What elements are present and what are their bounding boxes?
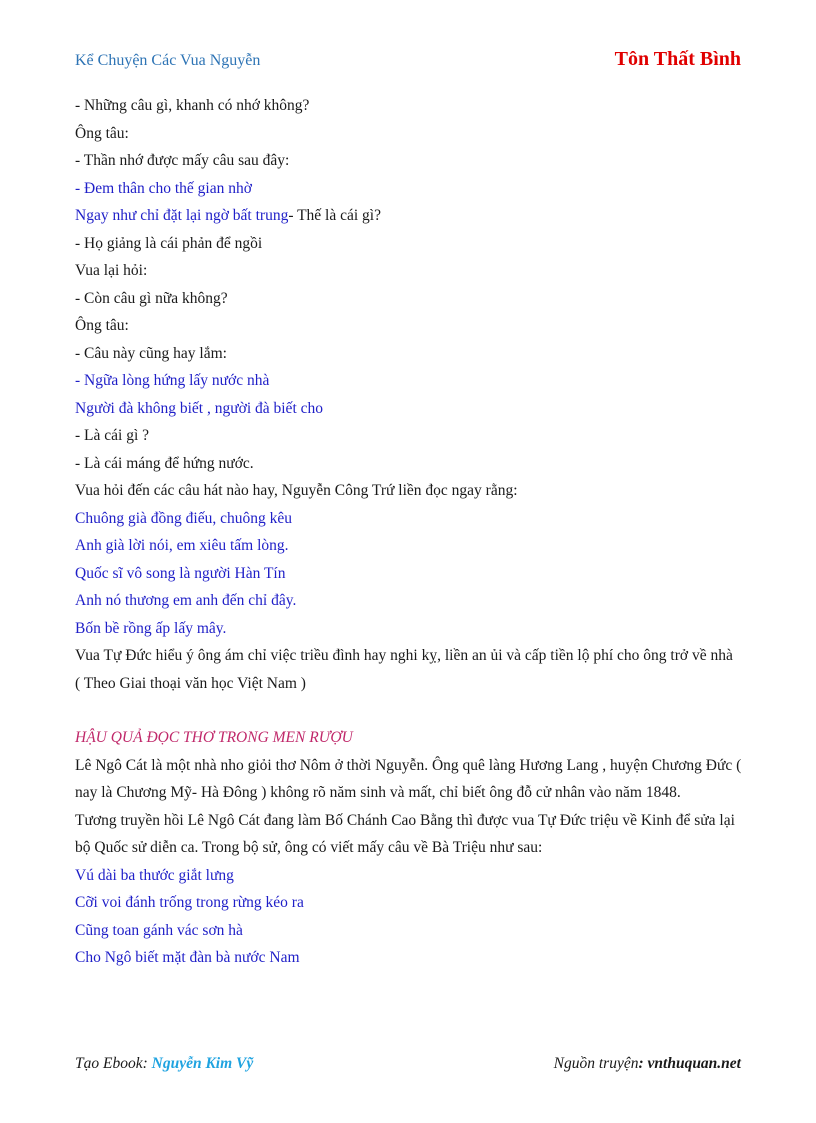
source-credit (554, 1055, 741, 1073)
text-line: - Còn câu gì nữa không? (75, 289, 228, 307)
source-label: Nguồn truyện (553, 1055, 639, 1072)
poem-line: - Đem thân cho thế gian nhờ (75, 179, 252, 197)
mixed-line (75, 202, 745, 230)
page-header (75, 48, 741, 78)
text-line: - Họ giảng là cái phản để ngồi (75, 234, 263, 252)
text-line: - Câu này cũng hay lắm: (75, 344, 227, 362)
poem-fragment: Ngay như chỉ đặt lại ngờ bất trung (75, 207, 289, 224)
poem-line: Cỡi voi đánh trống trong rừng kéo ra (75, 894, 304, 911)
ebook-credit (75, 1055, 253, 1073)
source-citation: ( Theo Giai thoại văn học Việt Nam ) (75, 674, 306, 692)
page-footer (75, 1055, 741, 1079)
poem-line: Quốc sĩ vô song là người Hàn Tín (75, 564, 286, 582)
poem-line: Anh già lời nói, em xiêu tấm lòng. (75, 537, 289, 554)
source-site: vnthuquan.net (647, 1055, 741, 1072)
ebook-separator: : (142, 1055, 152, 1072)
source-separator: : (638, 1055, 648, 1072)
text-line: - Thần nhớ được mấy câu sau đây: (75, 152, 290, 169)
poem-line: Anh nó thương em anh đến chỉ đây. (75, 592, 297, 609)
text-line: - Là cái gì ? (75, 427, 150, 444)
text-line: - Những câu gì, khanh có nhớ không? (75, 97, 310, 114)
text-line: Vua hỏi đến các câu hát nào hay, Nguyễn Công Trứ liền đọc ngay rằng: (75, 482, 518, 499)
text-line: Ông tâu: (75, 124, 129, 142)
author-name: Tôn Thất Bình (614, 48, 741, 70)
text-line: Ông tâu: (75, 317, 129, 334)
poem-line: Cũng toan gánh vác sơn hà (75, 921, 243, 939)
poem-line: Bốn bề rồng ấp lấy mây. (75, 619, 227, 637)
poem-line: Người đà không biết , người đà biết cho (75, 399, 323, 417)
ebook-label: Tạo Ebook (75, 1055, 143, 1072)
poem-line: Cho Ngô biết mặt đàn bà nước Nam (75, 949, 300, 966)
poem-line: Chuông già đồng điếu, chuông kêu (75, 509, 292, 527)
ebook-creator-name: Nguyễn Kim Vỹ (151, 1055, 254, 1072)
text-paragraph: Lê Ngô Cát là một nhà nho giỏi thơ Nôm ở thời Nguyễn. Ông quê làng Hương Lang , huyện Chương Đức ( nay là Chương Mỹ- Hà Đông ) không rõ năm sinh và mất, chỉ biết ông đỗ cử nhân vào năm 1848. (75, 756, 742, 801)
book-title: Kể Chuyện Các Vua Nguyễn (75, 52, 261, 69)
text-paragraph: Tương truyền hồi Lê Ngô Cát đang làm Bố Chánh Cao Bằng thì được vua Tự Đức triệu về Kinh để sửa lại bộ Quốc sử diễn ca. Trong bộ sử, ông có viết mấy câu về Bà Triệu như sau: (75, 811, 735, 856)
text-line: - Là cái máng để hứng nước. (75, 454, 254, 472)
page-content (75, 92, 745, 972)
poem-line: Vú dài ba thước giắt lưng (75, 866, 234, 884)
text-paragraph: Vua Tự Đức hiểu ý ông ám chỉ việc triều đình hay nghi kỵ, liền an ủi và cấp tiền lộ phí cho ông trở về nhà (75, 647, 733, 664)
text-fragment: - Thế là cái gì? (288, 207, 381, 224)
section-heading: HẬU QUẢ ĐỌC THƠ TRONG MEN RƯỢU (75, 729, 353, 746)
poem-line: - Ngữa lòng hứng lấy nước nhà (75, 372, 270, 389)
text-line: Vua lại hỏi: (75, 262, 148, 279)
